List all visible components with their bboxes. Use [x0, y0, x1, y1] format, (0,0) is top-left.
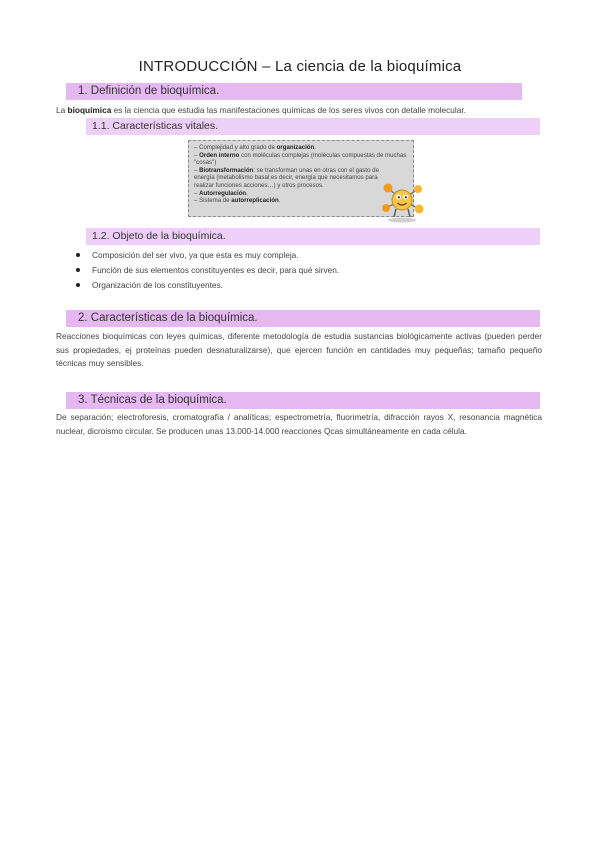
page-title: INTRODUCCIÓN – La ciencia de la bioquímica: [138, 58, 462, 75]
definition-prefix: La: [56, 105, 68, 115]
box-line: – Autorregulación.: [194, 189, 248, 197]
box-line: – Orden interno con moléculas complejas (moléculas compuestas de muchas "cosas"): [194, 151, 407, 167]
section-3-paragraph: De separación; electroforesis, cromatografía / analíticas; espectrometría, fluorimetría, difracción rayos X, resonancia magnética nuclear, dicroismo circular. Se producen unas 13.000-14.000 reacciones Qcas simultáneamente en cada célula.: [56, 412, 542, 436]
definition-text: es la ciencia que estudia las manifestaciones químicas de los seres vivos con detalle molecular.: [111, 105, 466, 115]
list-item: Organización de los constituyentes.: [74, 279, 339, 294]
subsection-1-1-heading: 1.1. Características vitales.: [92, 120, 219, 132]
box-line: – Sistema de autorreplicación.: [194, 197, 281, 205]
section-1-heading: 1. Definición de bioquímica.: [78, 85, 220, 97]
mascot-illustration: [378, 176, 426, 224]
section-3-heading: 3. Técnicas de la bioquímica.: [78, 394, 227, 406]
section-2-paragraph: Reacciones bioquímicas con leyes químicas, diferente metodología de estudia sustancias biológicamente activas (pueden perder sus propiedades, ej proteínas pueden desnaturalizarse), que ejercen función en cantidades muy pequeñas; tamaño pequeño técnicas muy sensibles.: [56, 331, 542, 368]
box-line: – Biotransformación: se transforman unas en otras con el gasto de energía (metabolismo basal es decir, energía que necesitamos para realizar funciones acciones…) y otros procesos.: [194, 166, 379, 189]
definition-term: bioquímica: [67, 105, 112, 115]
section-2-heading: 2. Características de la bioquímica.: [78, 312, 258, 324]
subsection-1-2-heading: 1.2. Objeto de la bioquímica.: [92, 230, 226, 242]
definition-paragraph: [56, 104, 536, 118]
bullet-icon: [76, 283, 80, 287]
bullet-icon: [76, 268, 80, 272]
objectives-list: [74, 249, 339, 294]
bullet-icon: [76, 253, 80, 257]
list-item: Composición del ser vivo, ya que esta es muy compleja.: [74, 249, 339, 264]
box-line: – Complejidad y alto grado de organización.: [194, 144, 316, 151]
list-item: Función de sus elementos constituyentes es decir, para qué sirven.: [74, 264, 339, 279]
